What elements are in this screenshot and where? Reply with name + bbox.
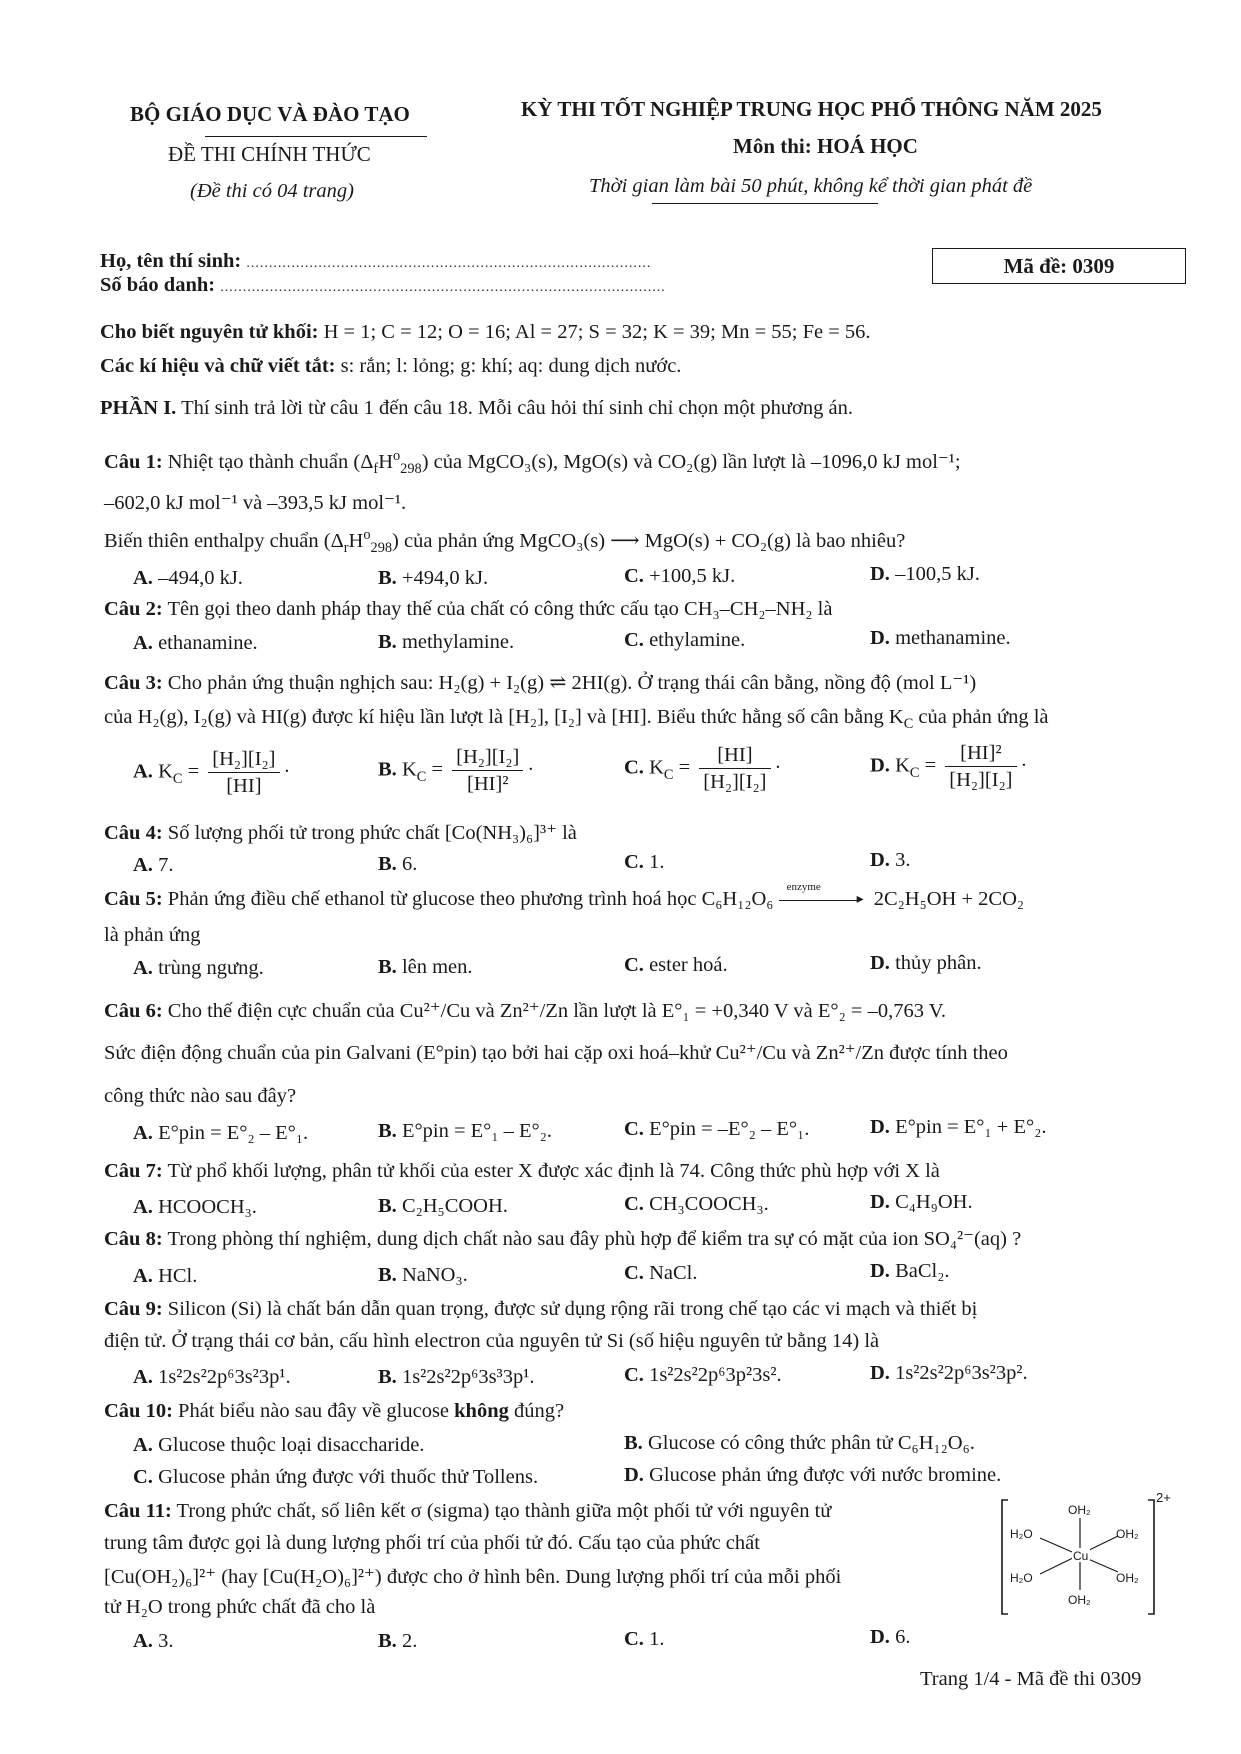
q3-text1: Cho phản ứng thuận nghịch sau: H₂(g) + I₂(g) ⇌ 2HI(g). Ở trạng thái cân bằng, nồng độ (mol L⁻¹): [167, 672, 977, 694]
candidate-name-label: Họ, tên thí sinh:: [100, 250, 242, 272]
q7-option-d[interactable]: D. C₄H₉OH.: [870, 1191, 973, 1213]
exam-code-box: Mã đề: 0309: [932, 248, 1186, 284]
q9-option-d[interactable]: D. 1s²2s²2p⁶3s²3p².: [870, 1362, 1028, 1384]
fig-left-down: H₂O: [1010, 1571, 1033, 1585]
q4-option-b[interactable]: B. 6.: [378, 853, 418, 875]
q9-option-a[interactable]: A. 1s²2s²2p⁶3s²3p¹.: [133, 1366, 291, 1388]
q11-label: Câu 11:: [104, 1500, 172, 1522]
q6-option-d[interactable]: D. E°pin = E°₁ + E°₂.: [870, 1116, 1047, 1138]
q3-label: Câu 3:: [104, 672, 163, 694]
q10-option-a[interactable]: A. Glucose thuộc loại disaccharide.: [133, 1434, 425, 1456]
q1-option-d[interactable]: D. –100,5 kJ.: [870, 563, 980, 585]
left-bracket: [1002, 1500, 1008, 1614]
q9-line1: Câu 9: Silicon (Si) là chất bán dẫn quan trọng, được sử dụng rộng rãi trong chế tạo các vi mạch và thiết bị: [104, 1298, 978, 1320]
q10-option-d[interactable]: D. Glucose phản ứng được với nước bromine.: [624, 1464, 1002, 1486]
q5-option-b[interactable]: B. lên men.: [378, 956, 473, 978]
q4-label: Câu 4:: [104, 822, 163, 844]
q6-option-a[interactable]: A. E°pin = E°₂ – E°₁.: [133, 1122, 309, 1144]
q5-label: Câu 5:: [104, 888, 163, 910]
q7-label: Câu 7:: [104, 1160, 163, 1182]
q7-line1: Câu 7: Từ phổ khối lượng, phân tử khối của ester X được xác định là 74. Công thức phù hợp với X là: [104, 1160, 940, 1182]
atomic-label: Cho biết nguyên tử khối:: [100, 321, 319, 343]
q3-fraction-a: $\frac{\text{[H₂][I₂]}}{[HI]}$: [208, 748, 279, 798]
q6-option-b[interactable]: B. E°pin = E°₁ – E°₂.: [378, 1120, 553, 1142]
page-footer: Trang 1/4 - Mã đề thi 0309: [920, 1668, 1142, 1690]
q7-option-b[interactable]: B. C₂H₅COOH.: [378, 1195, 508, 1217]
part1-line: [100, 397, 853, 420]
q2-text: Tên gọi theo danh pháp thay thế của chất có công thức cấu tạo CH₃–CH₂–NH₂ là: [167, 598, 833, 620]
fig-top: OH₂: [1068, 1503, 1091, 1517]
q5-line1: Câu 5: Phản ứng điều chế ethanol từ glucose theo phương trình hoá học C₆H₁₂O₆ enzyme ▸ 2C₂H₅OH + 2CO₂: [104, 881, 1025, 910]
q1-line3: [104, 527, 906, 557]
q5-option-d[interactable]: D. thủy phân.: [870, 952, 982, 974]
q3-fraction-c: $\frac{[HI]}{\text{[H₂][I₂]}}$: [699, 744, 770, 794]
q11-line1: Câu 11: Trong phức chất, số liên kết σ (sigma) tạo thành giữa một phối tử với nguyên tử: [104, 1500, 832, 1522]
q8-option-a[interactable]: A. HCl.: [133, 1265, 198, 1287]
q2-option-c[interactable]: C. ethylamine.: [624, 629, 746, 651]
q11-line2: trung tâm được gọi là dung lượng phối trí của phối tử đó. Cấu tạo của phức chất: [104, 1532, 760, 1554]
q6-option-c[interactable]: C. E°pin = –E°₂ – E°₁.: [624, 1118, 810, 1140]
ministry-underline: [205, 136, 427, 137]
q9-line2: điện tử. Ở trạng thái cơ bản, cấu hình electron của nguyên tử Si (số hiệu nguyên tử bằng 14) là: [104, 1330, 880, 1352]
q1-text-a: Nhiệt tạo thành chuẩn (: [167, 451, 361, 473]
candidate-id-label: Số báo danh:: [100, 274, 216, 296]
fig-bottom: OH₂: [1068, 1593, 1091, 1607]
delta-r-h-symbol: $\Delta_rH^o_{298}$: [330, 527, 393, 557]
q3-option-c[interactable]: C. $K_C$ = $\frac{[HI]}{\text{[H₂][I₂]}}$ ·: [624, 744, 782, 793]
q1-line1: [104, 448, 961, 478]
right-bracket: [1148, 1500, 1154, 1614]
fig-right-down: OH₂: [1116, 1571, 1139, 1585]
q1-option-c[interactable]: C. +100,5 kJ.: [624, 565, 736, 587]
delta-f-h-symbol: $\Delta_fH^o_{298}$: [360, 448, 422, 478]
q11-line4: tử H₂O trong phức chất đã cho là: [104, 1596, 376, 1618]
fig-center: Cu: [1073, 1549, 1089, 1563]
atomic-values: H = 1; C = 12; O = 16; Al = 27; S = 32; K = 39; Mn = 55; Fe = 56.: [323, 321, 871, 343]
q4-option-c[interactable]: C. 1.: [624, 851, 665, 873]
time-note: Thời gian làm bài 50 phút, không kể thời gian phát đề: [589, 175, 1033, 197]
q10-line1: Câu 10: Phát biểu nào sau đây về glucose không đúng?: [104, 1400, 565, 1422]
q3-line1: [104, 670, 976, 695]
q8-label: Câu 8:: [104, 1228, 163, 1250]
q2-line1: [104, 598, 832, 621]
q7-option-a[interactable]: A. HCOOCH₃.: [133, 1196, 257, 1218]
q7-option-c[interactable]: C. CH₃COOCH₃.: [624, 1193, 769, 1215]
q8-option-c[interactable]: C. NaCl.: [624, 1262, 698, 1284]
q1-text-c: Biến thiên enthalpy chuẩn (: [104, 530, 331, 552]
q6-line3: công thức nào sau đây?: [104, 1085, 297, 1107]
q1-text-d: ) của phản ứng MgCO₃(s) ⟶ MgO(s) + CO₂(g) là bao nhiêu?: [392, 530, 906, 552]
q1-label: Câu 1:: [104, 451, 163, 473]
q4-option-d[interactable]: D. 3.: [870, 849, 911, 871]
symbols-values: s: rắn; l: lỏng; g: khí; aq: dung dịch nước.: [340, 355, 682, 377]
q8-option-d[interactable]: D. BaCl₂.: [870, 1260, 950, 1282]
part1-label: PHẦN I.: [100, 397, 177, 419]
q8-line1: Câu 8: Trong phòng thí nghiệm, dung dịch chất nào sau đây phù hợp để kiểm tra sự có mặt của ion SO₄²⁻(aq) ?: [104, 1228, 1022, 1250]
pages-note: (Đề thi có 04 trang): [190, 180, 354, 202]
q11-line3: [Cu(OH₂)₆]²⁺ (hay [Cu(H₂O)₆]²⁺) được cho ở hình bên. Dung lượng phối trí của mỗi phối: [104, 1566, 842, 1588]
q10-option-c[interactable]: C. Glucose phản ứng được với thuốc thử Tollens.: [133, 1466, 539, 1488]
q10-label: Câu 10:: [104, 1400, 173, 1422]
q9-label: Câu 9:: [104, 1298, 163, 1320]
q6-label: Câu 6:: [104, 1000, 163, 1022]
subject-label: Môn thi: HOÁ HỌC: [733, 134, 918, 158]
fig-right-up: OH₂: [1116, 1527, 1139, 1541]
q2-option-b[interactable]: B. methylamine.: [378, 631, 515, 653]
q2-label: Câu 2:: [104, 598, 163, 620]
official-label: ĐỀ THI CHÍNH THỨC: [168, 142, 371, 166]
enzyme-arrow: enzyme ▸: [779, 890, 869, 910]
candidate-name-dots: ..........................................................................................: [246, 256, 652, 271]
q4-line1: [104, 820, 577, 845]
ministry-name: BỘ GIÁO DỤC VÀ ĐÀO TẠO: [130, 102, 410, 126]
q8-option-b[interactable]: B. NaNO₃.: [378, 1264, 468, 1286]
candidate-name-row: [100, 250, 651, 273]
q3-option-b[interactable]: B. $K_C$ = $\frac{\text{[H₂][I₂]}}{\text{[HI]²}}$ ·: [378, 746, 535, 795]
symbols-label: Các kí hiệu và chữ viết tắt:: [100, 355, 336, 377]
q4-option-a[interactable]: A. 7.: [133, 854, 174, 876]
q6-line2: Sức điện động chuẩn của pin Galvani (E°pin) tạo bởi hai cặp oxi hoá–khử Cu²⁺/Cu và Zn²⁺/Zn được tính theo: [104, 1042, 1008, 1064]
candidate-id-dots: ...................................................................................................: [220, 280, 666, 295]
q5-option-a[interactable]: A. trùng ngưng.: [133, 957, 264, 979]
q11-option-a[interactable]: A. 3.: [133, 1630, 174, 1652]
q1-line2: –602,0 kJ mol⁻¹ và –393,5 kJ mol⁻¹.: [104, 492, 407, 514]
q5-option-c[interactable]: C. ester hoá.: [624, 954, 728, 976]
q1-text-b: ) của MgCO₃(s), MgO(s) và CO₂(g) lần lượt là –1096,0 kJ mol⁻¹;: [421, 451, 961, 473]
q3-fraction-b: $\frac{\text{[H₂][I₂]}}{\text{[HI]²}}$: [452, 746, 523, 796]
part1-text: Thí sinh trả lời từ câu 1 đến câu 18. Mỗi câu hỏi thí sinh chỉ chọn một phương án.: [181, 397, 853, 419]
time-underline: [652, 203, 878, 204]
fig-charge: 2+: [1156, 1490, 1171, 1505]
symbols-line: [100, 355, 681, 378]
q3-option-a[interactable]: A. $K_C$ = $\frac{\text{[H₂][I₂]}}{[HI]}$ ·: [133, 748, 291, 797]
q11-option-c[interactable]: C. 1.: [624, 1628, 665, 1650]
q11-option-d[interactable]: D. 6.: [870, 1626, 911, 1648]
q2-option-a[interactable]: A. ethanamine.: [133, 632, 258, 654]
fig-left-up: H₂O: [1010, 1527, 1033, 1541]
q6-line1: Câu 6: Cho thế điện cực chuẩn của Cu²⁺/Cu và Zn²⁺/Zn lần lượt là E°₁ = +0,340 V và E°₂ = –0,763 V.: [104, 1000, 947, 1022]
atomic-masses: [100, 321, 871, 344]
q3-option-d[interactable]: D. $K_C$ = $\frac{\text{[HI]²}}{\text{[H₂][I₂]}}$ ·: [870, 742, 1028, 791]
exam-title: KỲ THI TỐT NGHIỆP TRUNG HỌC PHỔ THÔNG NĂM 2025: [521, 97, 1102, 121]
q9-option-c[interactable]: C. 1s²2s²2p⁶3p²3s².: [624, 1364, 782, 1386]
q11-option-b[interactable]: B. 2.: [378, 1630, 418, 1652]
q1-option-a[interactable]: A. –494,0 kJ.: [133, 567, 243, 589]
q3-fraction-d: $\frac{\text{[HI]²}}{\text{[H₂][I₂]}}$: [945, 742, 1016, 792]
q2-option-d[interactable]: D. methanamine.: [870, 627, 1011, 649]
q4-text: Số lượng phối tử trong phức chất [Co(NH₃)₆]³⁺ là: [167, 822, 577, 844]
q5-line2: là phản ứng: [104, 924, 201, 946]
q9-option-b[interactable]: B. 1s²2s²2p⁶3s³3p¹.: [378, 1366, 535, 1388]
candidate-id-row: [100, 274, 666, 297]
q1-option-b[interactable]: B. +494,0 kJ.: [378, 567, 489, 589]
q10-option-b[interactable]: B. Glucose có công thức phân tử C₆H₁₂O₆.: [624, 1432, 975, 1454]
copper-complex-figure: [998, 1486, 1198, 1626]
q3-line2: của H₂(g), I₂(g) và HI(g) được kí hiệu lần lượt là [H₂], [I₂] và [HI]. Biểu thức hằng số cân bằng $K_C$ của phản ứng là: [104, 706, 1049, 733]
